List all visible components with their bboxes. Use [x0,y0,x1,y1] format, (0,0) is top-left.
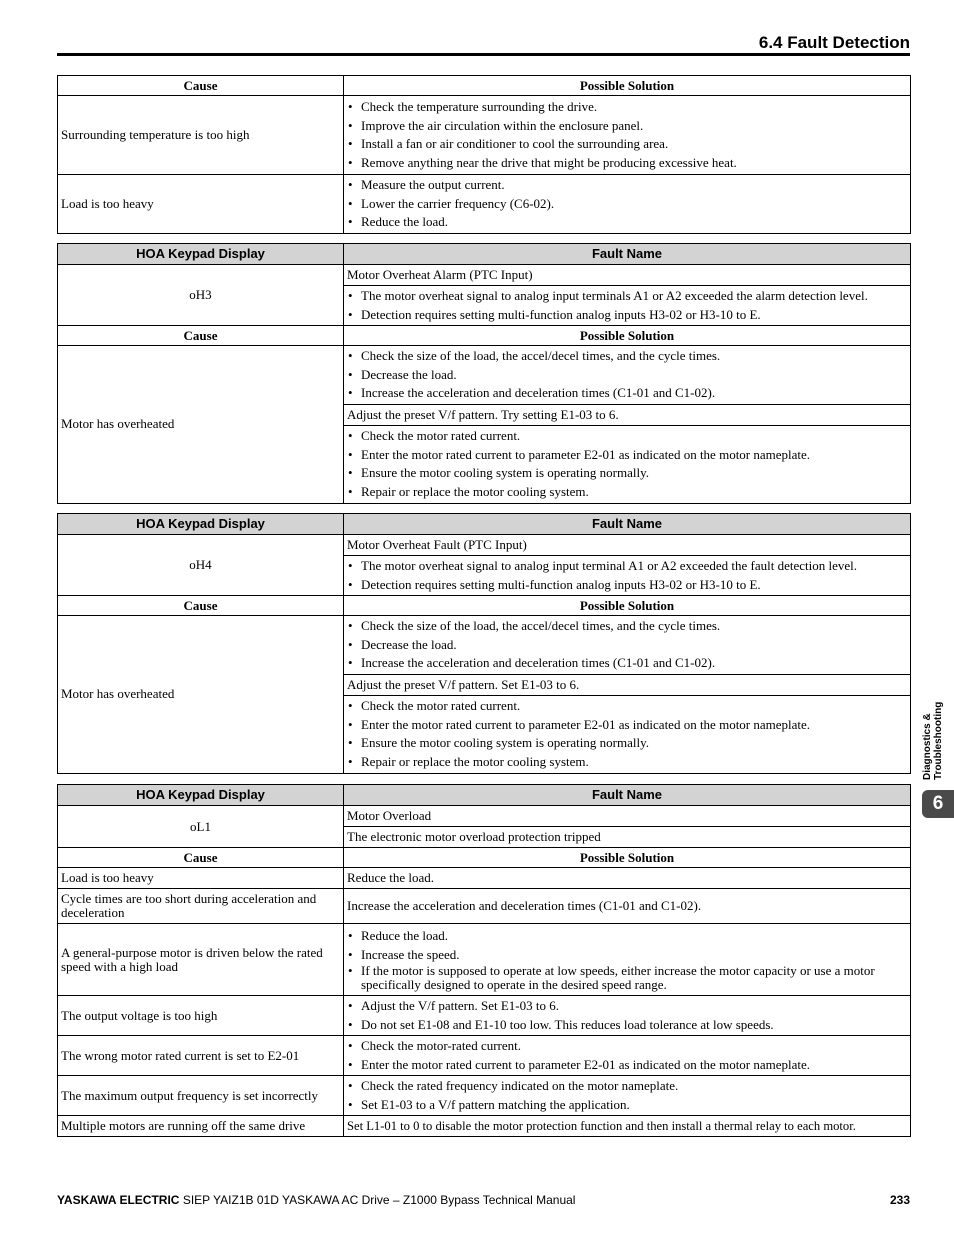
list-item: • Install a fan or air conditioner to cool the surrounding area. [347,135,907,154]
solution-cell [344,616,911,675]
table-row [58,1076,911,1116]
fault-description: The electronic motor overload protection tripped [344,827,911,848]
cause-cell: Surrounding temperature is too high [58,96,344,175]
list-item: • Enter the motor rated current to parameter E2-01 as indicated on the motor nameplate. [347,716,907,735]
display-header: HOA Keypad Display [58,514,344,535]
list-item: • Adjust the V/f pattern. Set E1-03 to 6. [347,997,907,1016]
solution-cell [344,695,911,773]
list-item: • Repair or replace the motor cooling system. [347,753,907,772]
fault-name-header: Fault Name [344,785,911,806]
table-row [58,535,911,556]
table-row [58,996,911,1036]
list-item: • Increase the acceleration and deceleration times (C1-01 and C1-02). [347,384,907,403]
list-item: • Repair or replace the motor cooling system. [347,483,907,502]
list-item: • Detection requires setting multi-function analog inputs H3-02 or H3-10 to E. [347,576,907,595]
page-number: 233 [889,1193,910,1207]
list-item: • Set E1-03 to a V/f pattern matching the application. [347,1096,907,1115]
list-item: • Do not set E1-08 and E1-10 too low. This reduces load tolerance at low speeds. [347,1016,907,1035]
list-item: • Reduce the load. [347,213,907,232]
solution-cell: Adjust the preset V/f pattern. Try setting E1-03 to 6. [344,404,911,425]
list-item: • Enter the motor rated current to parameter E2-01 as indicated on the motor nameplate. [347,1056,907,1075]
cause-cell: The wrong motor rated current is set to E2-01 [58,1036,344,1076]
solution-cell [344,924,911,996]
fault-description [344,556,911,596]
list-item: • Decrease the load. [347,366,907,385]
solution-cell: Increase the acceleration and deceleration times (C1-01 and C1-02). [344,889,911,924]
fault-code: oL1 [58,806,344,848]
cause-cell: Load is too heavy [58,868,344,889]
list-item: • Measure the output current. [347,176,907,195]
list-item: • Check the motor-rated current. [347,1037,907,1056]
list-item: • Increase the acceleration and deceleration times (C1-01 and C1-02). [347,654,907,673]
table-row [58,889,911,924]
list-item: • Detection requires setting multi-function analog inputs H3-02 or H3-10 to E. [347,306,907,325]
list-item: • Remove anything near the drive that might be producing excessive heat. [347,154,907,173]
cause-cell: A general-purpose motor is driven below the rated speed with a high load [58,924,344,996]
solution-cell [344,1076,911,1116]
footer-document [57,1193,575,1207]
solution-header: Possible Solution [344,326,911,346]
cause-cell: Cycle times are too short during acceleration and deceleration [58,889,344,924]
display-header: HOA Keypad Display [58,244,344,265]
solution-cell [344,175,911,234]
table-row [58,924,911,996]
table-row [58,346,911,405]
list-item: • Check the temperature surrounding the drive. [347,98,907,117]
solution-header: Possible Solution [344,76,911,96]
list-item: • Check the size of the load, the accel/decel times, and the cycle times. [347,617,907,636]
list-item: • Enter the motor rated current to parameter E2-01 as indicated on the motor nameplate. [347,446,907,465]
cause-header: Cause [58,326,344,346]
cause-cell: The maximum output frequency is set incorrectly [58,1076,344,1116]
fault-name: Motor Overheat Fault (PTC Input) [344,535,911,556]
continued-cause-table [57,75,911,234]
table-row [58,96,911,175]
cause-header: Cause [58,76,344,96]
cause-cell: Motor has overheated [58,616,344,774]
cause-header: Cause [58,848,344,868]
solution-cell [344,346,911,405]
list-item: • Check the rated frequency indicated on the motor nameplate. [347,1077,907,1096]
fault-name: Motor Overload [344,806,911,827]
footer-brand: YASKAWA ELECTRIC [57,1193,180,1207]
list-item: • Increase the speed. [347,946,907,965]
solution-cell: Reduce the load. [344,868,911,889]
fault-description [344,286,911,326]
solution-header: Possible Solution [344,848,911,868]
solution-cell [344,425,911,503]
table-row [58,265,911,286]
display-header: HOA Keypad Display [58,785,344,806]
list-item: • Ensure the motor cooling system is operating normally. [347,734,907,753]
solution-cell: Set L1-01 to 0 to disable the motor protection function and then install a thermal relay to each motor. [344,1116,911,1137]
list-item: • Check the size of the load, the accel/decel times, and the cycle times. [347,347,907,366]
list-item: • Ensure the motor cooling system is operating normally. [347,464,907,483]
chapter-tab: 6 [922,790,954,818]
list-item: • Reduce the load. [347,927,907,946]
list-item: • If the motor is supposed to operate at low speeds, either increase the motor capacity or use a motor specifically designed to operate in the desired speed range. [347,964,907,992]
header-rule [57,53,910,56]
table-row [58,868,911,889]
solution-cell: Adjust the preset V/f pattern. Set E1-03 to 6. [344,674,911,695]
list-item: • Check the motor rated current. [347,427,907,446]
list-item: • Improve the air circulation within the enclosure panel. [347,117,907,136]
table-row [58,1036,911,1076]
fault-name-header: Fault Name [344,244,911,265]
fault-code: oH4 [58,535,344,596]
table-row [58,175,911,234]
solution-cell [344,96,911,175]
solution-cell [344,996,911,1036]
list-item: • The motor overheat signal to analog input terminals A1 or A2 exceeded the alarm detection level. [347,287,907,306]
solution-header: Possible Solution [344,596,911,616]
fault-name: Motor Overheat Alarm (PTC Input) [344,265,911,286]
section-title: 6.4 Fault Detection [758,33,910,52]
ol1-fault-table [57,784,911,1137]
list-item: • Decrease the load. [347,636,907,655]
footer-doc-title: SIEP YAIZ1B 01D YASKAWA AC Drive – Z1000 Bypass Technical Manual [182,1193,576,1207]
cause-cell: Motor has overheated [58,346,344,504]
cause-cell: The output voltage is too high [58,996,344,1036]
list-item: • Check the motor rated current. [347,697,907,716]
fault-code: oH3 [58,265,344,326]
list-item: • The motor overheat signal to analog input terminal A1 or A2 exceeded the fault detection level. [347,557,907,576]
cause-header: Cause [58,596,344,616]
oh4-fault-table [57,513,911,774]
fault-name-header: Fault Name [344,514,911,535]
table-row [58,806,911,827]
table-row [58,1116,911,1137]
list-item: • Lower the carrier frequency (C6-02). [347,195,907,214]
table-row [58,616,911,675]
solution-cell [344,1036,911,1076]
oh3-fault-table [57,243,911,504]
cause-cell: Multiple motors are running off the same drive [58,1116,344,1137]
cause-cell: Load is too heavy [58,175,344,234]
chapter-side-label: Diagnostics & Troubleshooting [922,701,944,780]
